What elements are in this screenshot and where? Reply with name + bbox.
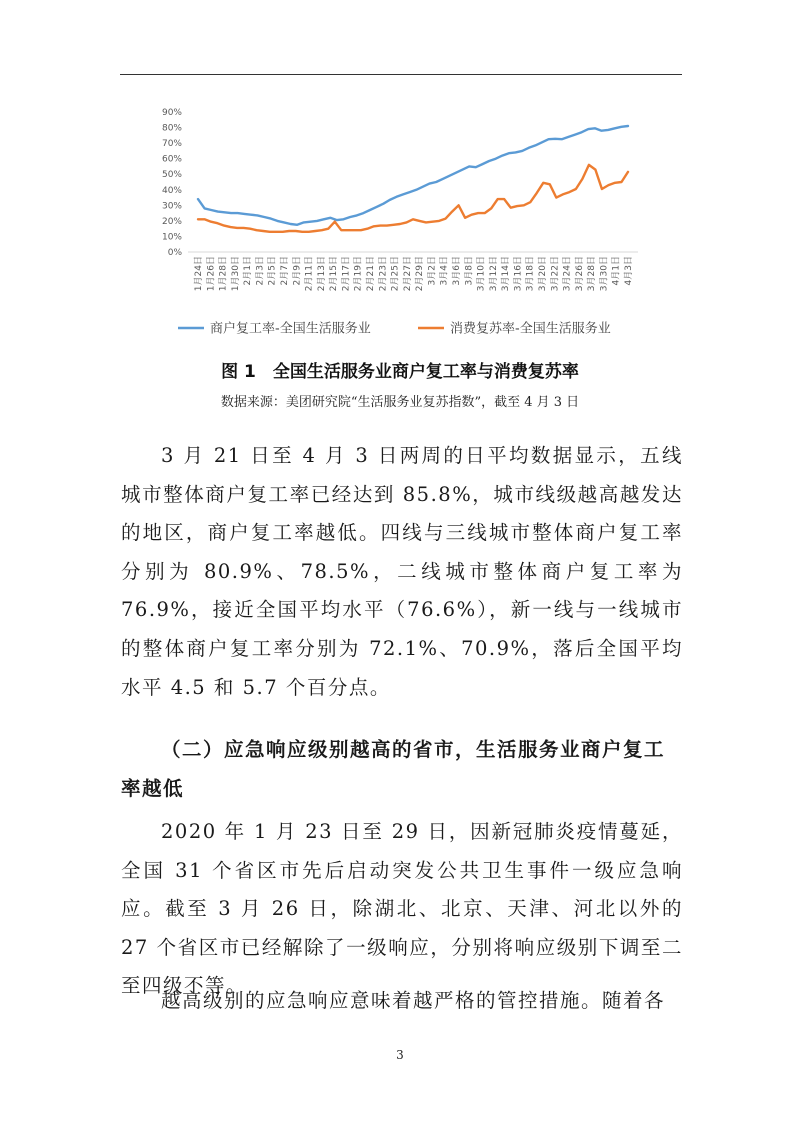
x-tick-label: 3月2日 [427, 256, 438, 286]
figure-title: 图 1 全国生活服务业商户复工率与消费复苏率 [221, 362, 579, 382]
section-heading: （二）应急响应级别越高的省市，生活服务业商户复工率越低 [121, 738, 666, 800]
x-tick-label: 2月15日 [329, 256, 340, 292]
y-tick-label: 50% [161, 170, 182, 181]
x-tick-label: 2月23日 [378, 255, 389, 292]
y-tick-label: 80% [161, 123, 182, 134]
x-tick-label: 1月30日 [230, 256, 241, 292]
y-tick-label: 0% [167, 248, 182, 258]
x-tick-label: 3月26日 [574, 256, 585, 292]
x-tick-label: 3月30日 [599, 256, 610, 292]
y-tick-label: 30% [161, 201, 182, 212]
x-tick-label: 2月21日 [366, 256, 376, 292]
x-tick-label: 2月13日 [316, 256, 327, 292]
x-tick-label: 3月28日 [587, 256, 598, 292]
recovery-line-chart [148, 100, 658, 350]
x-tick-label: 3月16日 [513, 256, 524, 292]
page-number: 3 [396, 1048, 404, 1062]
x-tick-label: 2月25日 [390, 255, 401, 292]
x-tick-label: 2月19日 [353, 256, 364, 292]
x-tick-label: 3月24日 [562, 256, 573, 292]
x-tick-label: 2月27日 [402, 256, 413, 292]
x-tick-label: 3月22日 [550, 256, 561, 292]
x-tick-label: 3月14日 [501, 256, 512, 292]
y-tick-label: 60% [161, 154, 182, 165]
series-line-2 [198, 165, 628, 232]
x-tick-label: 3月8日 [464, 256, 475, 286]
x-tick-label: 2月17日 [341, 256, 352, 292]
x-tick-label: 4月1日 [611, 256, 622, 286]
x-tick-label: 2月5日 [267, 256, 278, 286]
body-paragraph-1: 3 月 21 日至 4 月 3 日两周的日平均数据显示，五线城市整体商户复工率已经达到 85.8%，城市线级越高越发达的地区，商户复工率越低。四线与三线城市整体商户复工率分别为 80.9%、78.5%，二线城市整体商户复工率为 76.9%，接近全国平均水平（76.6%），新一线与一线城市的整体商户复工率分别为 72.1%、70.9%，落后全国平均水平 4.5 和 5.7 个百分点。 [121, 444, 683, 699]
x-tick-label: 1月24日 [194, 256, 204, 292]
legend-label-2: 消费复苏率-全国生活服务业 [450, 321, 611, 337]
body-paragraph-3: 越高级别的应急响应意味着越严格的管控措施。随着各 [161, 989, 666, 1012]
x-tick-label: 4月3日 [624, 256, 634, 286]
x-tick-label: 2月11日 [304, 256, 315, 292]
body-paragraph-2: 2020 年 1 月 23 日至 29 日，因新冠肺炎疫情蔓延，全国 31 个省区市先后启动突发公共卫生事件一级应急响应。截至 3 月 26 日，除湖北、北京、天津、河北以外的 27 个省区市已经解除了一级响应，分别将响应级别下调至二至四级不等。 [121, 820, 683, 998]
legend-label-1: 商户复工率-全国生活服务业 [210, 321, 371, 337]
series-line-1 [198, 126, 628, 225]
x-tick-label: 2月9日 [292, 256, 303, 286]
header-rule [120, 74, 682, 75]
x-tick-label: 3月4日 [439, 256, 450, 286]
x-tick-label: 3月12日 [488, 256, 499, 292]
y-tick-label: 40% [161, 185, 182, 196]
x-tick-label: 3月6日 [452, 256, 462, 286]
figure-source: 数据来源：美团研究院“生活服务业复苏指数”，截至 4 月 3 日 [220, 395, 580, 410]
x-tick-label: 2月7日 [280, 256, 290, 286]
x-tick-label: 2月29日 [415, 256, 426, 292]
x-tick-label: 2月1日 [243, 256, 254, 286]
y-tick-label: 70% [161, 139, 182, 150]
y-tick-label: 90% [161, 108, 182, 118]
x-tick-label: 3月18日 [525, 256, 536, 292]
y-tick-label: 20% [161, 216, 182, 227]
x-tick-label: 2月3日 [255, 256, 266, 286]
y-tick-label: 10% [161, 232, 182, 243]
x-tick-label: 1月28日 [218, 256, 229, 292]
x-tick-label: 3月10日 [476, 256, 487, 292]
x-tick-label: 3月20日 [538, 256, 548, 292]
x-tick-label: 1月26日 [206, 256, 217, 292]
